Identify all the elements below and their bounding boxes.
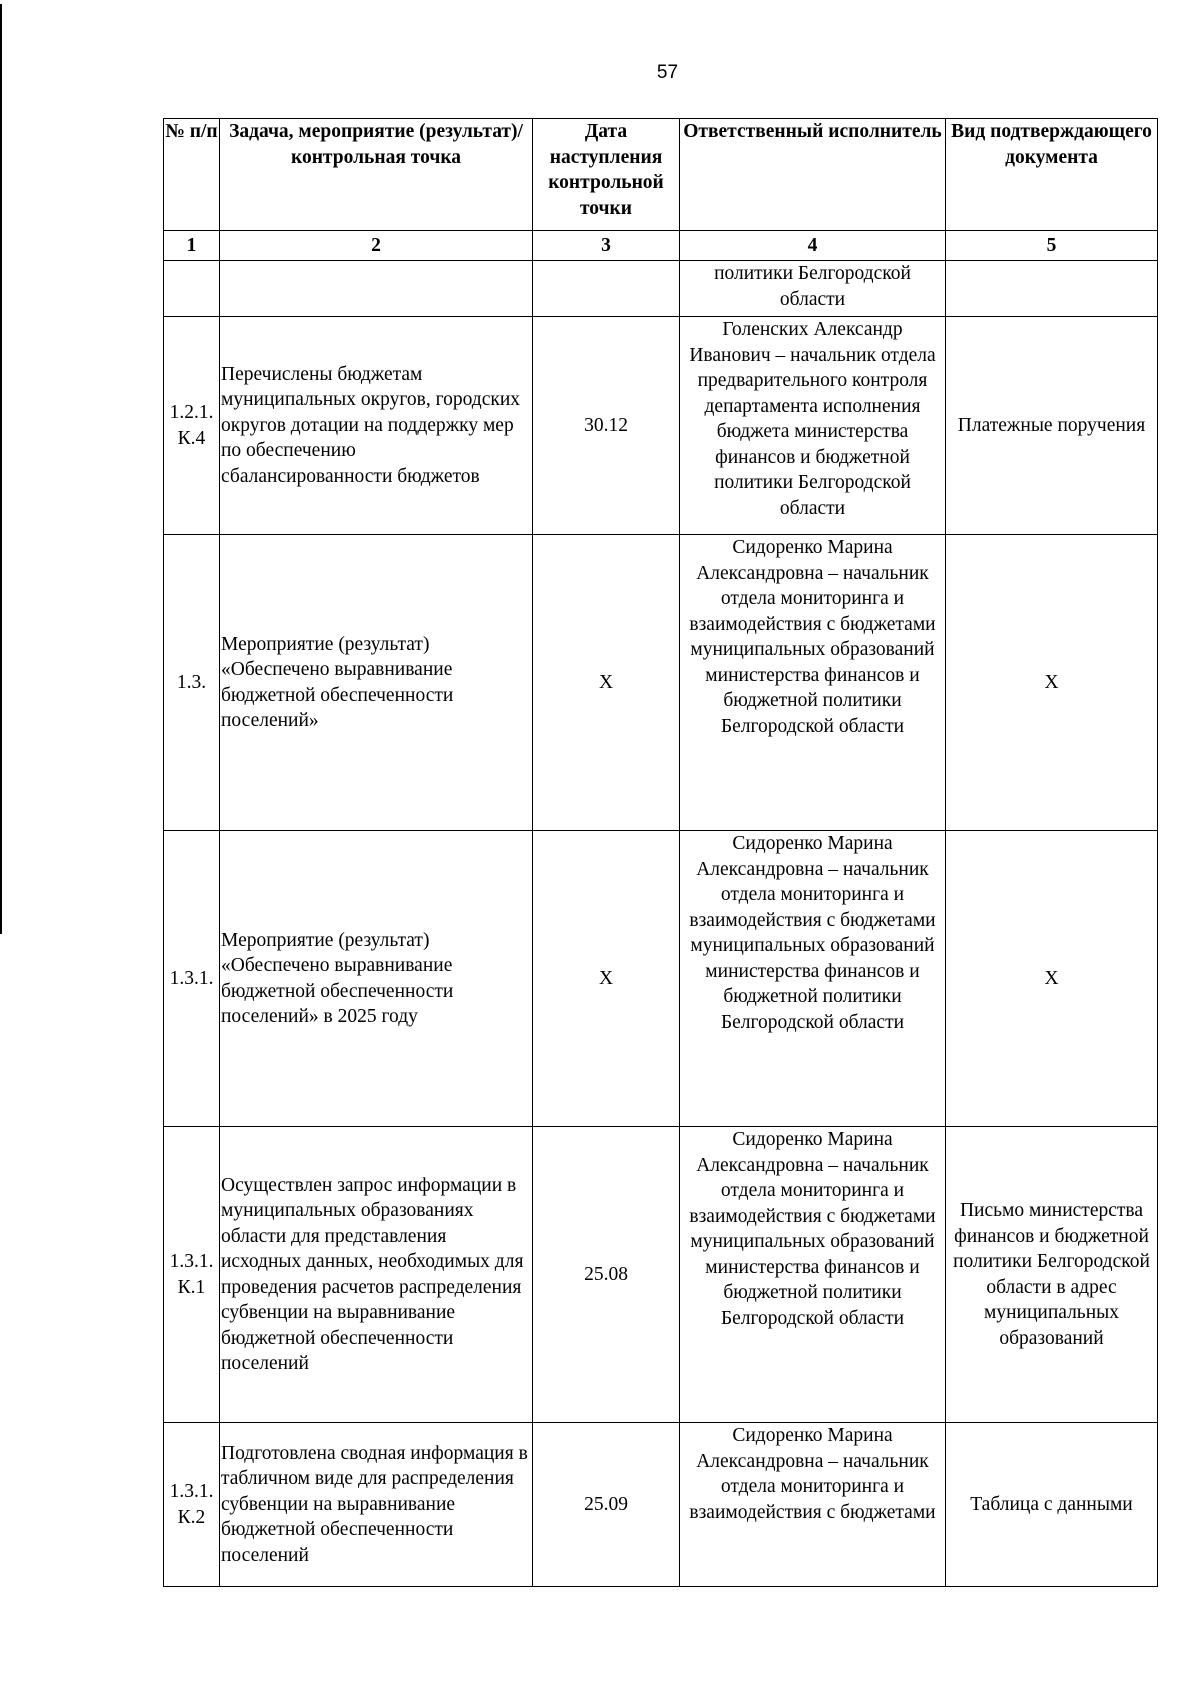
row-responsible: Сидоренко Марина Александровна – начальник отдела мониторинга и взаимодействия с бюджетами муниципальных образований министерства финансов и бюджетной политики Белгородской области: [680, 831, 946, 1127]
header-date: Дата наступления контрольной точки: [533, 119, 680, 231]
row-document: Письмо министерства финансов и бюджетной политики Белгородской области в адрес муниципальных образований: [946, 1127, 1158, 1423]
column-number: 3: [533, 231, 680, 261]
row-document: [946, 261, 1158, 317]
row-document: X: [946, 831, 1158, 1127]
row-task: Мероприятие (результат) «Обеспечено выравнивание бюджетной обеспеченности поселений» в 2025 году: [220, 831, 533, 1127]
row-date: X: [533, 535, 680, 831]
row-number: 1.3.1. К.1: [164, 1127, 220, 1423]
header-responsible: Ответственный исполнитель: [680, 119, 946, 231]
row-responsible: Сидоренко Марина Александровна – начальник отдела мониторинга и взаимодействия с бюджетами муниципальных образований министерства финансов и бюджетной политики Белгородской области: [680, 535, 946, 831]
row-number: 1.3.: [164, 535, 220, 831]
row-date: 25.08: [533, 1127, 680, 1423]
row-responsible: политики Белгородской области: [680, 261, 946, 317]
row-document: Платежные поручения: [946, 317, 1158, 535]
row-task: Осуществлен запрос информации в муниципальных образованиях области для представления исходных данных, необходимых для проведения расчетов распределения субвенции на выравнивание бюджетной обеспеченности поселений: [220, 1127, 533, 1423]
column-number-row: [164, 231, 1158, 261]
column-number: 5: [946, 231, 1158, 261]
header-task: Задача, мероприятие (результат)/контрольная точка: [220, 119, 533, 231]
row-document: Таблица с данными: [946, 1423, 1158, 1587]
table-row: [164, 261, 1158, 317]
row-number: [164, 261, 220, 317]
row-number: 1.2.1. К.4: [164, 317, 220, 535]
row-date: 30.12: [533, 317, 680, 535]
scan-edge-line: [0, 4, 2, 934]
control-points-table: [163, 118, 1158, 1587]
row-number: 1.3.1.: [164, 831, 220, 1127]
header-document: Вид подтверждающего документа: [946, 119, 1158, 231]
table-row: [164, 1127, 1158, 1423]
table-row: [164, 831, 1158, 1127]
page-number: 57: [656, 62, 679, 83]
row-task: Перечислены бюджетам муниципальных округов, городских округов дотации на поддержку мер по обеспечению сбалансированности бюджетов: [220, 317, 533, 535]
row-date: X: [533, 831, 680, 1127]
table-row: [164, 317, 1158, 535]
row-task: Подготовлена сводная информация в табличном виде для распределения субвенции на выравнивание бюджетной обеспеченности поселений: [220, 1423, 533, 1587]
row-responsible: Сидоренко Марина Александровна – начальник отдела мониторинга и взаимодействия с бюджетами: [680, 1423, 946, 1587]
table-row: [164, 535, 1158, 831]
header-number: № п/п: [164, 119, 220, 231]
row-document: X: [946, 535, 1158, 831]
row-task: Мероприятие (результат) «Обеспечено выравнивание бюджетной обеспеченности поселений»: [220, 535, 533, 831]
table-row: [164, 1423, 1158, 1587]
row-responsible: Сидоренко Марина Александровна – начальник отдела мониторинга и взаимодействия с бюджетами муниципальных образований министерства финансов и бюджетной политики Белгородской области: [680, 1127, 946, 1423]
row-date: 25.09: [533, 1423, 680, 1587]
row-number: 1.3.1. К.2: [164, 1423, 220, 1587]
column-number: 2: [220, 231, 533, 261]
row-responsible: Голенских Александр Иванович – начальник отдела предварительного контроля департамента исполнения бюджета министерства финансов и бюджетной политики Белгородской области: [680, 317, 946, 535]
column-number: 4: [680, 231, 946, 261]
row-task: [220, 261, 533, 317]
column-number: 1: [164, 231, 220, 261]
table-header-row: [164, 119, 1158, 231]
row-date: [533, 261, 680, 317]
